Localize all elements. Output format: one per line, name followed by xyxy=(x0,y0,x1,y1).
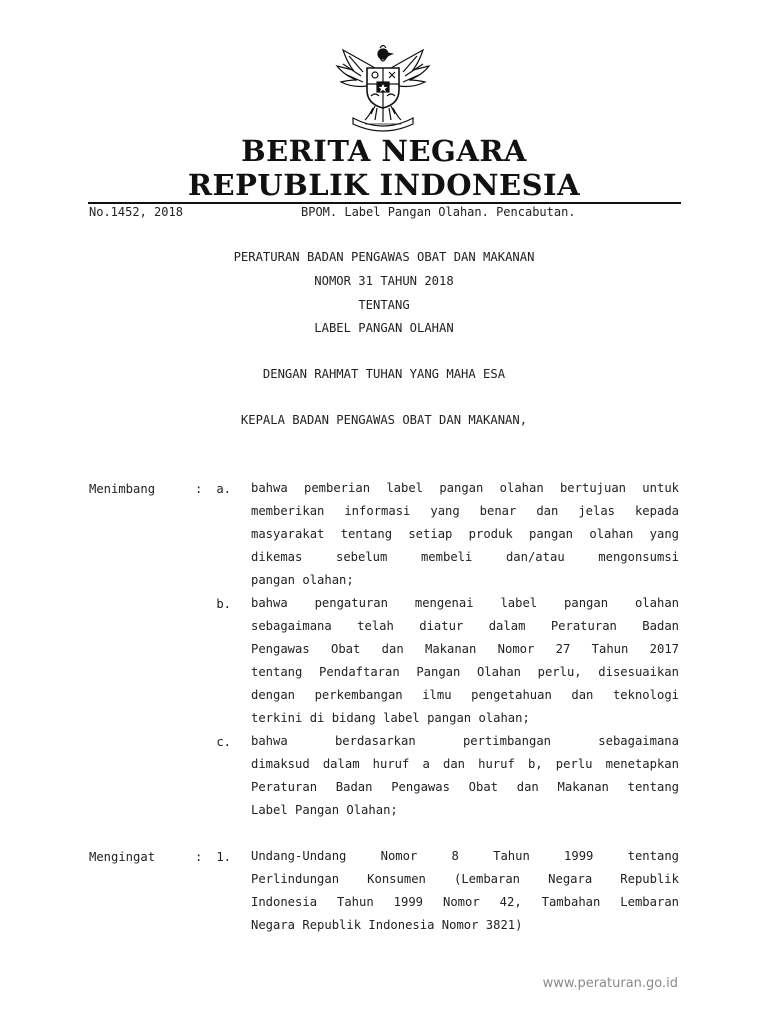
item-marker: a. xyxy=(216,482,231,496)
item-line: bahwa pemberian label pangan olahan bertujuan untuk xyxy=(251,481,679,495)
item-line: Perlindungan Konsumen (Lembaran Negara Republik xyxy=(251,872,679,886)
item-line: Indonesia Tahun 1999 Nomor 42, Tambahan Lembaran xyxy=(251,895,679,909)
item-line: masyarakat tentang setiap produk pangan olahan yang xyxy=(251,527,679,541)
item-line: memberikan informasi yang benar dan jelas kepada xyxy=(251,504,679,518)
item-line: bahwa pengaturan mengenai label pangan olahan xyxy=(251,596,679,610)
gazette-number: No.1452, 2018 xyxy=(89,205,183,219)
regulation-number: NOMOR 31 TAHUN 2018 xyxy=(314,274,454,288)
gazette-topic: BPOM. Label Pangan Olahan. Pencabutan. xyxy=(301,205,576,219)
list-item xyxy=(251,592,679,730)
item-line: terkini di bidang label pangan olahan; xyxy=(251,711,530,725)
garuda-emblem-icon xyxy=(331,42,435,134)
list-item xyxy=(251,730,679,822)
regulation-about: TENTANG xyxy=(358,298,410,312)
item-line: Peraturan Badan Pengawas Obat dan Makanan tentang xyxy=(251,780,679,794)
gazette-title-line1: BERITA NEGARA xyxy=(241,134,527,168)
list-item xyxy=(251,845,679,937)
item-line: pangan olahan; xyxy=(251,573,354,587)
regulation-subject: LABEL PANGAN OLAHAN xyxy=(314,321,454,335)
gazette-title-line2: REPUBLIK INDONESIA xyxy=(187,168,581,202)
item-line: sebagaimana telah diatur dalam Peraturan Badan xyxy=(251,619,679,633)
item-line: bahwa berdasarkan pertimbangan sebagaimana xyxy=(251,734,679,748)
item-line: Pengawas Obat dan Makanan Nomor 27 Tahun 2017 xyxy=(251,642,679,656)
item-line: dimaksud dalam huruf a dan huruf b, perlu menetapkan xyxy=(251,757,679,771)
item-marker: b. xyxy=(216,597,231,611)
section-label-menimbang: Menimbang xyxy=(89,482,156,496)
item-line: dengan perkembangan ilmu pengetahuan dan teknologi xyxy=(251,688,679,702)
item-line: Negara Republik Indonesia Nomor 3821) xyxy=(251,918,523,932)
section-colon: : xyxy=(195,850,203,864)
invocation: DENGAN RAHMAT TUHAN YANG MAHA ESA xyxy=(262,367,506,381)
item-marker: c. xyxy=(216,735,231,749)
item-line: Undang-Undang Nomor 8 Tahun 1999 tentang xyxy=(251,849,679,863)
footer-website-link[interactable]: www.peraturan.go.id xyxy=(542,976,678,991)
item-line: Label Pangan Olahan; xyxy=(251,803,398,817)
section-label-mengingat: Mengingat xyxy=(89,850,156,864)
item-line: dikemas sebelum membeli dan/atau mengonsumsi xyxy=(251,550,679,564)
item-line: tentang Pendaftaran Pangan Olahan perlu, disesuaikan xyxy=(251,665,679,679)
section-colon: : xyxy=(195,482,203,496)
authority: KEPALA BADAN PENGAWAS OBAT DAN MAKANAN, xyxy=(240,413,528,427)
list-item xyxy=(251,477,679,592)
regulation-title: PERATURAN BADAN PENGAWAS OBAT DAN MAKANAN xyxy=(233,250,535,264)
item-marker: 1. xyxy=(216,850,231,864)
